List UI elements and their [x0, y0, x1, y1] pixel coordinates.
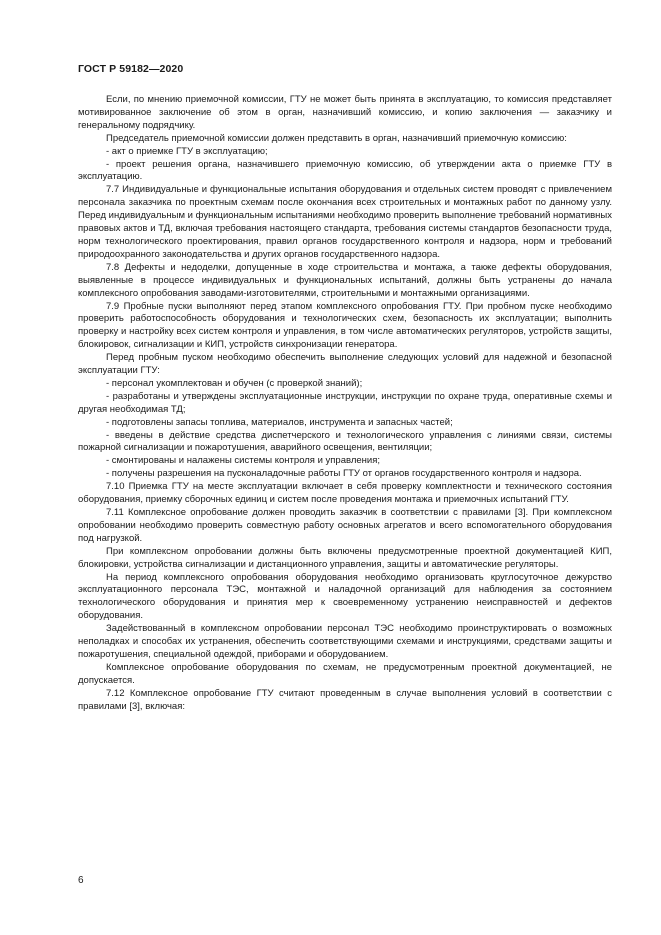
paragraph: При комплексном опробовании должны быть включены предусмотренные проектной документацией КИП, блокировки, устройства сигнализации и дистанционного управления, защиты и автоматические регуляторы. [78, 545, 612, 570]
list-item: - введены в действие средства диспетчерского и технологического управления с линиями связи, системы пожарной сигнализации и пожаротушения, аварийного освещения, вентиляции; [78, 429, 612, 454]
paragraph: На период комплексного опробования оборудования необходимо организовать круглосуточное дежурство эксплуатационного персонала ТЭС, монтажной и наладочной организаций для наблюдения за состоянием технологического оборудования и принятия мер к своевременному устранению неисправностей и дефектов оборудования. [78, 571, 612, 622]
page-number: 6 [78, 875, 84, 886]
list-item: - акт о приемке ГТУ в эксплуатацию; [106, 145, 268, 157]
list-item: - получены разрешения на пусконаладочные работы ГТУ от органов государственного контроля и надзора. [106, 468, 582, 480]
paragraph: Задействованный в комплексном опробовании персонал ТЭС необходимо проинструктировать о возможных неполадках и способах их устранения, обеспечить соответствующими схемами и инструкциями, средствами защиты и пожаротушения, специальной одеждой, приборами и оборудованием. [78, 623, 612, 660]
list-item: - разработаны и утверждены эксплуатационные инструкции, инструкции по охране труда, оперативные схемы и другая необходимая ТД; [78, 390, 612, 415]
paragraph: 7.7 Индивидуальные и функциональные испытания оборудования и отдельных систем проводят с привлечением персонала заказчика по проектным схемам после окончания всех строительных и монтажных работ по данному узлу. Перед индивидуальным и функциональным испытаниями необходимо проверить выполнение требований нормативных правовых актов и ТД, включая требования настоящего стандарта, требования системы стандартов безопасности труда, норм технологического проектирования, правил органов государственного контроля и надзора, норм и требований природоохранного законодательства и других органов государственного надзора. [78, 184, 612, 260]
list-item: - проект решения органа, назначившего приемочную комиссию, об утверждении акта о приемке ГТУ в эксплуатацию. [78, 158, 612, 183]
paragraph: Председатель приемочной комиссии должен представить в орган, назначивший приемочную комиссию: [106, 132, 567, 144]
paragraph: 7.11 Комплексное опробование должен проводить заказчик в соответствии с правилами [3]. При комплексном опробовании необходимо проверить совместную работу основных агрегатов и всего вспомогательного оборудования под нагрузкой. [78, 507, 612, 544]
document-body [78, 94, 612, 714]
paragraph: 7.8 Дефекты и недоделки, допущенные в ходе строительства и монтажа, а также дефекты оборудования, выявленные в процессе индивидуальных и функциональных испытаний, должны быть устранены до начала комплексного опробования заводами-изготовителями, строительными и монтажными организациями. [78, 261, 612, 299]
paragraph: Если, по мнению приемочной комиссии, ГТУ не может быть принята в эксплуатацию, то комиссия представляет мотивированное заключение об этом в орган, назначивший комиссию, и копию заключения — заказчику и генеральному подрядчику. [78, 94, 612, 131]
paragraph: Перед пробным пуском необходимо обеспечить выполнение следующих условий для надежной и безопасной эксплуатации ГТУ: [78, 352, 612, 377]
list-item: - персонал укомплектован и обучен (с проверкой знаний); [106, 377, 363, 389]
document-header: ГОСТ Р 59182—2020 [78, 63, 184, 75]
paragraph: Комплексное опробование оборудования по схемам, не предусмотренным проектной документацией, не допускается. [78, 661, 612, 686]
paragraph: 7.9 Пробные пуски выполняют перед этапом комплексного опробования ГТУ. При пробном пуске необходимо проверить работоспособность оборудования и технологических схем, безопасность их эксплуатации; выполнить проверку и настройку всех систем контроля и управления, в том числе автоматических регуляторов, устройств защиты, блокировок, сигнализации и КИП, устройств синхронизации генератора. [78, 300, 612, 351]
list-item: - подготовлены запасы топлива, материалов, инструмента и запасных частей; [106, 416, 453, 428]
paragraph: 7.12 Комплексное опробование ГТУ считают проведенным в случае выполнения условий в соответствии с правилами [3], включая: [78, 687, 612, 712]
paragraph: 7.10 Приемка ГТУ на месте эксплуатации включает в себя проверку комплектности и технического состояния оборудования, приемку сборочных единиц и систем после проведения монтажа и приемочных испытаний ГТУ. [78, 481, 612, 506]
list-item: - смонтированы и налажены системы контроля и управления; [106, 455, 380, 467]
